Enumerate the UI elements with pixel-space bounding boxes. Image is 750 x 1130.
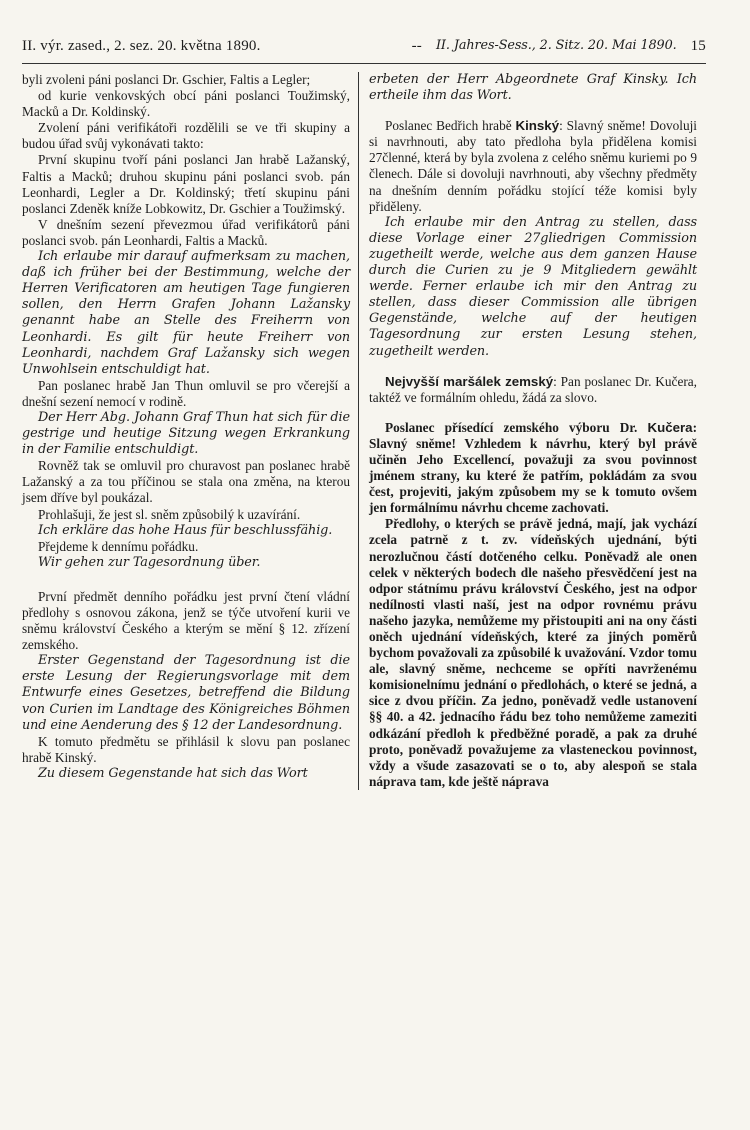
paragraph-german: erbeten der Herr Abgeordnete Graf Kinsky. Ich ertheile ihm das Wort. xyxy=(369,72,697,104)
page-header xyxy=(22,38,706,64)
page-number: 15 xyxy=(690,38,706,54)
header-right xyxy=(412,38,706,55)
speech-text: : Slavný sněme! Vzhledem k návrhu, který byl právě učiněn Jeho Excellencí, považuji za svou povinnost jménem strany, ku které že patřím, pokládám za svou čest, projeviti, jakým způsobem my se k tomuto ovšem jen formálnímu návrhu chceme zachovati. xyxy=(369,419,697,516)
header-german: II. Jahres-Sess., 2. Sitz. 20. Mai 1890. xyxy=(435,38,677,53)
paragraph-german: Erster Gegenstand der Tagesordnung ist die erste Lesung der Regierungsvorlage mit dem Entwurfe eines Gesetzes, betreffend die Bildung von Curien im Landtage des Königreiches Böhmen und eine Aenderung des § 12 der Landesordnung. xyxy=(22,653,350,733)
speech-marshal xyxy=(369,374,697,406)
text-columns xyxy=(22,72,706,790)
speaker-name: Kinský xyxy=(515,118,560,134)
paragraph-german: Ich erlaube mir den Antrag zu stellen, dass diese Vorlage einer 27gliedrigen Commission zugetheilt werde, welche aus dem ganzen Hause durch die Curien zu je 9 Mitgliedern gewählt werde. Ferner erlaube ich mir den Antrag zu stellen, dass dieser Commission alle übrigen Gegenstände, welche auf der heutigen Tagesordnung zur ersten Lesung stehen, zugetheilt werden. xyxy=(369,214,697,359)
paragraph-german: Zu diesem Gegenstande hat sich das Wort xyxy=(38,765,308,781)
paragraph: Prohlašuji, že jest sl. sněm způsobilý k uzavírání. xyxy=(38,506,301,522)
speaker-name: Nejvyšší maršálek zemský xyxy=(385,373,554,389)
right-column xyxy=(358,72,697,790)
speaker-name: Kučera xyxy=(647,419,693,435)
paragraph: První skupinu tvoří páni poslanci Jan hrabě Lažanský, Faltis a Macků; druhou skupinu páni poslanci svob. pán Leonhardi, Legler a Dr. Koldinský; třetí skupinu páni poslanci Zdeněk kníže Lobkowitz, Dr. Gschier a Toužimský. xyxy=(22,152,350,216)
speech-text: : Slavný sněme! Dovoluji si navrhnouti, aby tato předloha byla přidělena komisi 27členné, která by byla zvolena z celého sněmu kuriemi po 9 členech. Dále si dovoluji navrhnouti, aby všechny předměty na dnešním denním pořádku stojící téže komisi byly přiděleny. xyxy=(369,118,697,214)
speech-kucera xyxy=(369,420,697,517)
paragraph: Rovněž tak se omluvil pro churavost pan poslanec hrabě Lažanský a za tou příčinou se stala ona změna, na kterou jsem dříve byl poukázal. xyxy=(22,458,350,506)
paragraph-german: Wir gehen zur Tagesordnung über. xyxy=(38,554,261,570)
header-czech: II. výr. zased., 2. sez. 20. května 1890. xyxy=(22,38,261,54)
paragraph: K tomuto předmětu se přihlásil k slovu pan poslanec hrabě Kinský. xyxy=(22,733,350,765)
paragraph: byli zvoleni páni poslanci Dr. Gschier, Faltis a Legler; xyxy=(22,72,311,87)
paragraph: Přejdeme k dennímu pořádku. xyxy=(38,538,199,554)
spacer xyxy=(369,104,697,118)
paragraph: Předlohy, o kterých se právě jedná, mají, jak vychází zcela patrně z t. zv. vídeňských ujednání, býti nerozlučnou částí dotčeného celku. Poněvadž ale onen celek v některých bodech dle našeho přesvědčení jest na odpor státnímu právu království Českého, jest na odpor nedílnosti vlasti naší, jest na odpor rovnému právu našeho jazyka, nemůžeme my přistoupiti ani na ony části oněch ujednání vídeňských, které za jiných poměrů bychom považovali za způsobilé k uvažování. Vzdor tomu ale, slavný sněme, nechceme se opříti navrženému komisionelnímu jednání o předlohách, o které se jedná, a sice z dvou příčin. Za jedno, poněvadž vedle ustanovení §§ 40. a 42. jednacího řádu bez toho nemůžeme zameziti odkázání předloh k předběžné poradě, a pak za druhé proto, poněvadž považujeme za vlasteneckou povinnost, vždy a všude zasazovati se o to, aby alespoň se stala náprava tam, kde ještě náprava xyxy=(369,516,697,789)
spacer xyxy=(369,360,697,374)
speaker-intro: Poslanec Bedřich hrabě xyxy=(385,118,516,134)
speech-text: : Pan poslanec Dr. Kučera, taktéž ve formálním ohledu, žádá za slovo. xyxy=(369,373,697,405)
speaker-intro: Poslanec přísedící zemského výboru Dr. xyxy=(385,419,648,435)
paragraph: Pan poslanec hrabě Jan Thun omluvil se pro včerejší a dnešní sezení nemocí v rodině. xyxy=(22,377,350,409)
paragraph-german: Ich erlaube mir darauf aufmerksam zu machen, daß ich früher bei der Bestimmung, welche der Herren Verificatoren am heutigen Tage fungieren sollen, den Herrn Grafen Johann Lažansky genannt habe an Stelle des Freiherrn von Leonhardi. Es gilt für heute Freiherr von Leonhardi, nachdem Graf Lažansky sich wegen Unwohlsein entschuldigt hat. xyxy=(22,249,350,377)
paragraph: Zvolení páni verifikátoři rozdělili se ve tři skupiny a budou úřad svůj vykonávati takto: xyxy=(22,120,350,152)
paragraph-german: Ich erkläre das hohe Haus für beschlussfähig. xyxy=(38,522,333,538)
header-separator: -- xyxy=(411,38,422,54)
speech-kinsky xyxy=(369,118,697,215)
paragraph: První předmět denního pořádku jest první čtení vládní předlohy s osnovou zákona, jenž se týče utvoření kurii ve sněmu království Českého a kterým se mění § 12. zřízení zemského. xyxy=(22,588,350,653)
paragraph: V dnešním sezení převezmou úřad verifikátorů páni poslanci svob. pán Leonhardi, Faltis a Macků. xyxy=(22,216,350,248)
left-column xyxy=(22,72,358,790)
spacer xyxy=(369,406,697,420)
paragraph: od kurie venkovských obcí páni poslanci Toužimský, Macků a Dr. Koldinský. xyxy=(22,88,350,120)
paragraph-german: Der Herr Abg. Johann Graf Thun hat sich für die gestrige und heutige Sitzung wegen Erkrankung in der Familie entschuldigt. xyxy=(22,409,350,458)
spacer xyxy=(22,571,350,589)
